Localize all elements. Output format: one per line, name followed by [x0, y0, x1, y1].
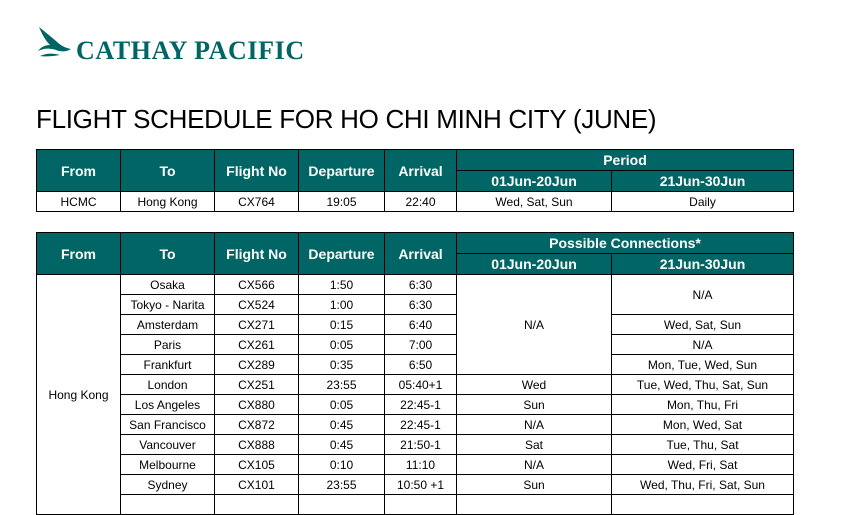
cell-to: Paris — [121, 335, 215, 355]
cell-to: San Francisco — [121, 415, 215, 435]
table-row — [37, 275, 794, 295]
cell-to: Hong Kong — [121, 192, 215, 212]
cell-departure: 0:05 — [299, 395, 385, 415]
cell-to: Frankfurt — [121, 355, 215, 375]
cell-period-1: N/A — [457, 275, 612, 375]
cell-to: Los Angeles — [121, 395, 215, 415]
cell-flight-no: CX566 — [215, 275, 299, 295]
cell-flight-no: CX524 — [215, 295, 299, 315]
cell-period-2: Wed, Sat, Sun — [612, 315, 794, 335]
cell-to: Sydney — [121, 475, 215, 495]
cell-departure: 0:45 — [299, 435, 385, 455]
header-departure: Departure — [299, 150, 385, 192]
cell-period-2: N/A — [612, 335, 794, 355]
cell-arrival: 6:40 — [385, 315, 457, 335]
cell-flight-no: CX105 — [215, 455, 299, 475]
header-from: From — [37, 150, 121, 192]
cell-flight-no: CX261 — [215, 335, 299, 355]
cell-departure: 23:55 — [299, 475, 385, 495]
header-period-2: 21Jun-30Jun — [612, 254, 794, 275]
header-period-1: 01Jun-20Jun — [457, 171, 612, 192]
table-row — [37, 355, 794, 375]
cell-arrival: 7:00 — [385, 335, 457, 355]
cell-period-2: Tue, Wed, Thu, Sat, Sun — [612, 375, 794, 395]
cell-period-2: Wed, Fri, Sat — [612, 455, 794, 475]
cell-arrival: 21:50-1 — [385, 435, 457, 455]
header-period-1: 01Jun-20Jun — [457, 254, 612, 275]
cell-departure: 0:45 — [299, 415, 385, 435]
cell-arrival: 11:10 — [385, 455, 457, 475]
cell-flight-no: CX764 — [215, 192, 299, 212]
cell-to: London — [121, 375, 215, 395]
cell-flight-no: CX289 — [215, 355, 299, 375]
cell-period-1: Wed — [457, 375, 612, 395]
cell-departure: 0:35 — [299, 355, 385, 375]
header-departure: Departure — [299, 233, 385, 275]
table-row — [37, 455, 794, 475]
cell-flight-no: CX251 — [215, 375, 299, 395]
cell-period-2: Mon, Wed, Sat — [612, 415, 794, 435]
brand-name: CATHAY PACIFIC — [76, 36, 305, 65]
cell-period-1: Sun — [457, 395, 612, 415]
header-period-2: 21Jun-30Jun — [612, 171, 794, 192]
header-arrival: Arrival — [385, 150, 457, 192]
cell-to: Osaka — [121, 275, 215, 295]
cell-period-2: Wed, Thu, Fri, Sat, Sun — [612, 475, 794, 495]
table-row — [37, 192, 794, 212]
hong-kong-connections-table — [36, 232, 794, 515]
cell-arrival: 22:40 — [385, 192, 457, 212]
cell-departure: 23:55 — [299, 375, 385, 395]
cell-period-2: Tue, Thu, Sat — [612, 435, 794, 455]
cell-arrival: 05:40+1 — [385, 375, 457, 395]
cell-period-1: N/A — [457, 455, 612, 475]
cell-departure: 0:15 — [299, 315, 385, 335]
header-arrival: Arrival — [385, 233, 457, 275]
hcmc-departure-table — [36, 149, 794, 212]
cell-departure: 0:05 — [299, 335, 385, 355]
cell-from: Hong Kong — [37, 275, 121, 515]
cell-period-1: N/A — [457, 415, 612, 435]
cell-period-2: Mon, Tue, Wed, Sun — [612, 355, 794, 375]
table-row — [37, 475, 794, 495]
cell-flight-no: CX872 — [215, 415, 299, 435]
cell-to: Melbourne — [121, 455, 215, 475]
cell-period-2: N/A — [612, 275, 794, 315]
cell-from: HCMC — [37, 192, 121, 212]
header-to: To — [121, 233, 215, 275]
cell-period-1: Sat — [457, 435, 612, 455]
table-row — [37, 415, 794, 435]
cell-to: Tokyo - Narita — [121, 295, 215, 315]
cell-arrival: 22:45-1 — [385, 415, 457, 435]
brushwing-icon — [36, 26, 72, 64]
cell-to: Amsterdam — [121, 315, 215, 335]
cell-flight-no: CX880 — [215, 395, 299, 415]
cell-flight-no: CX271 — [215, 315, 299, 335]
header-to: To — [121, 150, 215, 192]
cell-period-1: Sun — [457, 475, 612, 495]
cell-period-1: Wed, Sat, Sun — [457, 192, 612, 212]
cell-departure: 1:50 — [299, 275, 385, 295]
cell-arrival: 6:30 — [385, 275, 457, 295]
cell-arrival: 10:50 +1 — [385, 475, 457, 495]
table-row — [37, 395, 794, 415]
header-possible-connections: Possible Connections* — [457, 233, 794, 254]
cell-to: Vancouver — [121, 435, 215, 455]
table-row — [37, 315, 794, 335]
cell-period-2: Mon, Thu, Fri — [612, 395, 794, 415]
header-period: Period — [457, 150, 794, 171]
cell-departure: 1:00 — [299, 295, 385, 315]
table-row — [37, 375, 794, 395]
cell-flight-no: CX888 — [215, 435, 299, 455]
cell-flight-no: CX101 — [215, 475, 299, 495]
cell-period-2: Daily — [612, 192, 794, 212]
cell-arrival: 6:30 — [385, 295, 457, 315]
cell-arrival: 22:45-1 — [385, 395, 457, 415]
table-row — [37, 435, 794, 455]
cell-arrival: 6:50 — [385, 355, 457, 375]
table-row — [37, 335, 794, 355]
header-flight-no: Flight No — [215, 150, 299, 192]
page-title: FLIGHT SCHEDULE FOR HO CHI MINH CITY (JUNE) — [36, 104, 657, 134]
cell-departure: 19:05 — [299, 192, 385, 212]
header-from: From — [37, 233, 121, 275]
header-flight-no: Flight No — [215, 233, 299, 275]
cell-departure: 0:10 — [299, 455, 385, 475]
